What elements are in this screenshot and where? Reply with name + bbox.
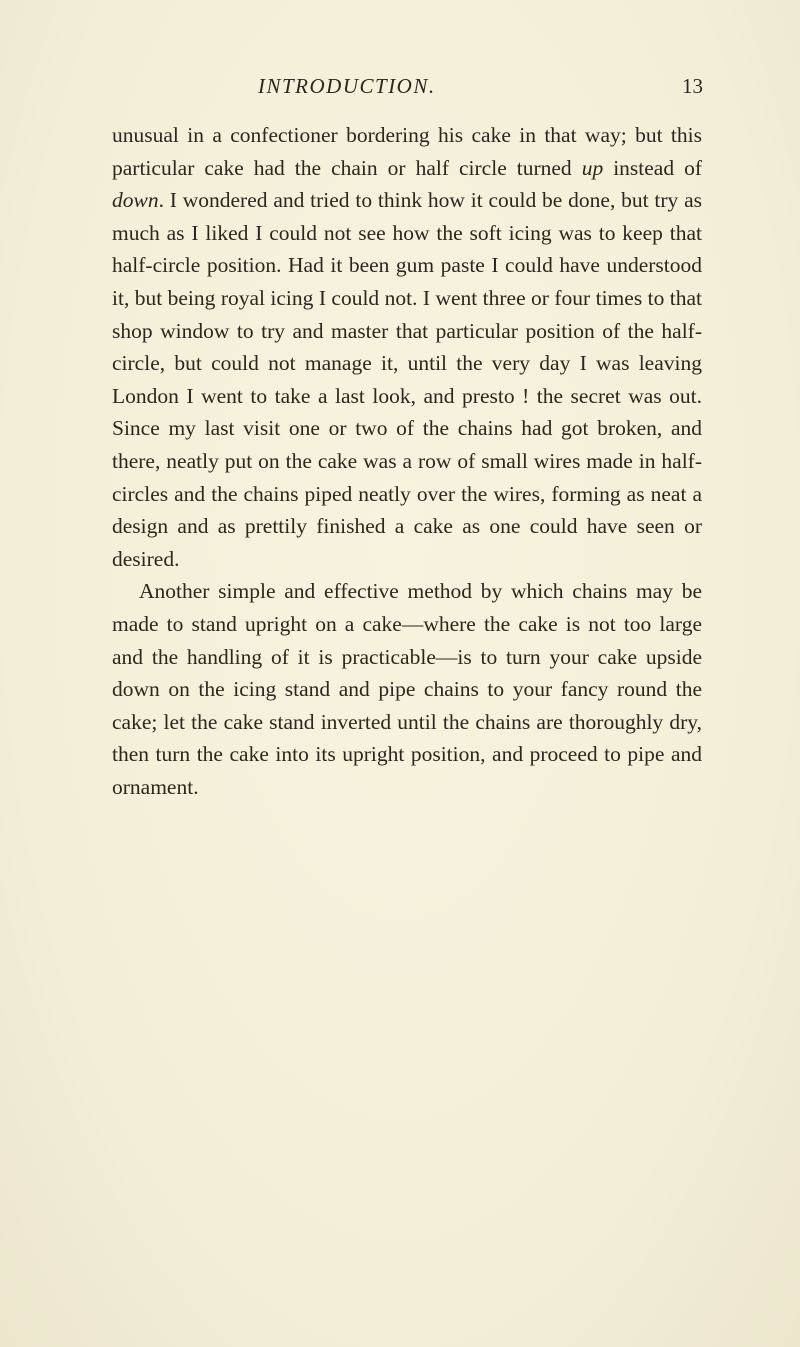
paragraph-2	[112, 575, 702, 803]
chapter-title: INTRODUCTION.	[258, 74, 436, 98]
italic-word-up: up	[581, 155, 604, 180]
text-segment: Another simple and effective method by which chains may be made to stand upright on a cake—where the cake is not too large and the handling of it is practicable—is to turn your cake upside down on the icing stand and pipe chains to your fancy round the cake; let the cake stand inverted until the chains are thoroughly dry, then turn the cake into its upright position, and proceed to pipe and ornament.	[112, 579, 702, 799]
italic-word-down: down	[112, 188, 159, 213]
paragraph-1	[112, 119, 702, 575]
body-text	[112, 119, 702, 803]
text-segment: . I wondered and tried to think how it could be done, but try as much as I liked I could not see how the soft icing was to keep that half-circle position. Had it been gum paste I could have understood it, but being royal icing I could not. I went three or four times to that shop window to try and master that particular position of the half-circle, but could not manage it, until the very day I was leaving London I went to take a last look, and presto ! the secret was out. Since my last visit one or two of the chains had got broken, and there, neatly put on the cake was a row of small wires made in half-circles and the chains piped neatly over the wires, forming as neat a design and as prettily finished a cake as one could have seen or desired.	[112, 188, 702, 571]
text-segment: instead of	[603, 155, 703, 180]
running-head	[0, 74, 800, 104]
page-number: 13	[682, 74, 703, 98]
text-segment: unusual in a confectioner bordering his cake in that way; but this particular cake had the chain or half circle turned	[112, 123, 702, 180]
